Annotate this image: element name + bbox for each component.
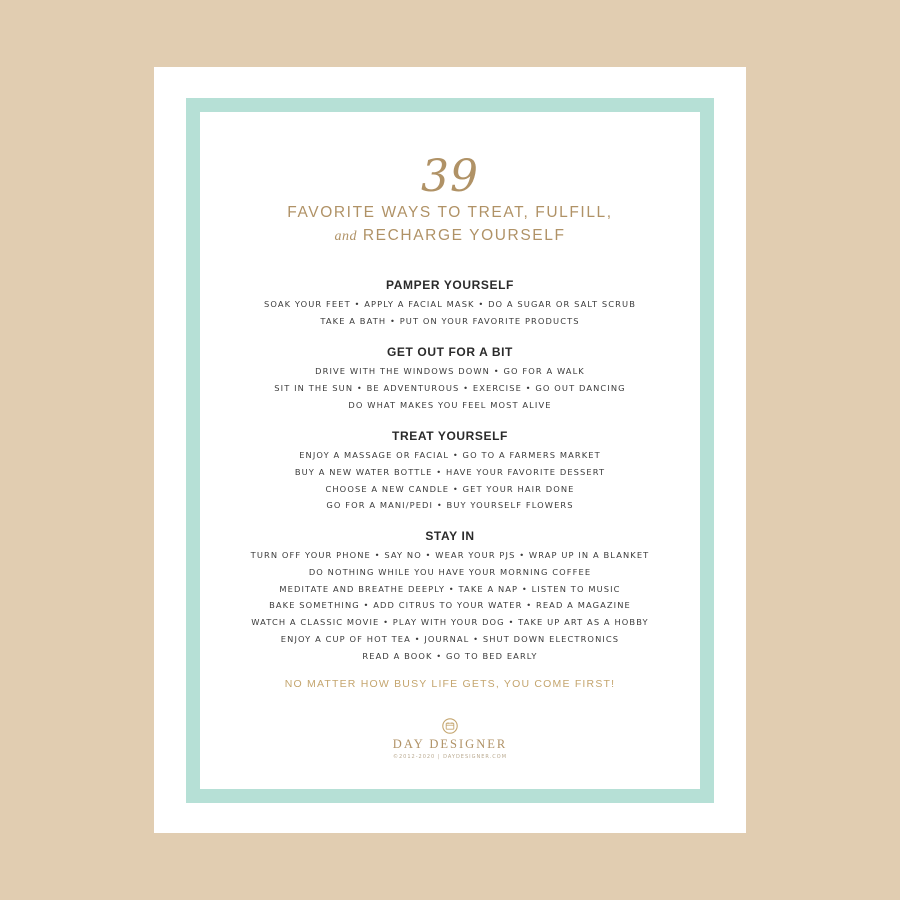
section-line: TAKE A BATH • PUT ON YOUR FAVORITE PRODUCTS <box>320 315 580 326</box>
section-line: DRIVE WITH THE WINDOWS DOWN • GO FOR A WALK <box>315 366 585 376</box>
day-designer-logo-icon <box>442 718 458 734</box>
mint-border-frame <box>186 98 714 803</box>
section-title: PAMPER YOURSELF <box>386 278 514 292</box>
content-panel <box>200 112 700 789</box>
section-title: STAY IN <box>425 529 475 543</box>
section-treat-yourself <box>200 427 700 514</box>
section-line: TURN OFF YOUR PHONE • SAY NO • WEAR YOUR PJS • WRAP UP IN A BLANKET <box>250 550 650 560</box>
printable-sheet <box>154 67 746 833</box>
brand-name: DAY DESIGNER <box>392 737 508 751</box>
section-title: GET OUT FOR A BIT <box>387 345 513 359</box>
closing-tagline: NO MATTER HOW BUSY LIFE GETS, YOU COME FIRST! <box>284 678 616 690</box>
section-line: ENJOY A CUP OF HOT TEA • JOURNAL • SHUT DOWN ELECTRONICS <box>280 633 620 644</box>
section-line: SOAK YOUR FEET • APPLY A FACIAL MASK • DO A SUGAR OR SALT SCRUB <box>264 299 636 309</box>
section-line: BAKE SOMETHING • ADD CITRUS TO YOUR WATER • READ A MAGAZINE <box>269 600 631 611</box>
section-line: SIT IN THE SUN • BE ADVENTUROUS • EXERCISE • GO OUT DANCING <box>274 382 626 393</box>
section-get-out-for-a-bit <box>200 343 700 413</box>
headline-line-2-rest: RECHARGE YOURSELF <box>362 227 566 244</box>
section-title: TREAT YOURSELF <box>392 429 508 443</box>
section-line: DO WHAT MAKES YOU FEEL MOST ALIVE <box>348 399 552 410</box>
headline-line-2 <box>200 226 700 247</box>
headline-number: 39 <box>421 151 479 202</box>
section-line: GO FOR A MANI/PEDI • BUY YOURSELF FLOWERS <box>326 500 574 511</box>
section-line: READ A BOOK • GO TO BED EARLY <box>362 650 538 661</box>
section-pamper-yourself <box>200 276 700 330</box>
section-line: ENJOY A MASSAGE OR FACIAL • GO TO A FARMERS MARKET <box>299 450 601 460</box>
section-line: WATCH A CLASSIC MOVIE • PLAY WITH YOUR DOG • TAKE UP ART AS A HOBBY <box>251 617 649 628</box>
section-stay-in <box>200 527 700 665</box>
headline-line-1: FAVORITE WAYS TO TREAT, FULFILL, <box>287 204 613 221</box>
section-line: CHOOSE A NEW CANDLE • GET YOUR HAIR DONE <box>325 483 575 494</box>
section-line: DO NOTHING WHILE YOU HAVE YOUR MORNING COFFEE <box>308 566 592 577</box>
section-line: MEDITATE AND BREATHE DEEPLY • TAKE A NAP • LISTEN TO MUSIC <box>279 583 621 594</box>
copyright-text: ©2012-2020 | DAYDESIGNER.COM <box>392 754 508 760</box>
headline-and-word: and <box>334 229 357 244</box>
section-line: BUY A NEW WATER BOTTLE • HAVE YOUR FAVORITE DESSERT <box>294 466 606 477</box>
